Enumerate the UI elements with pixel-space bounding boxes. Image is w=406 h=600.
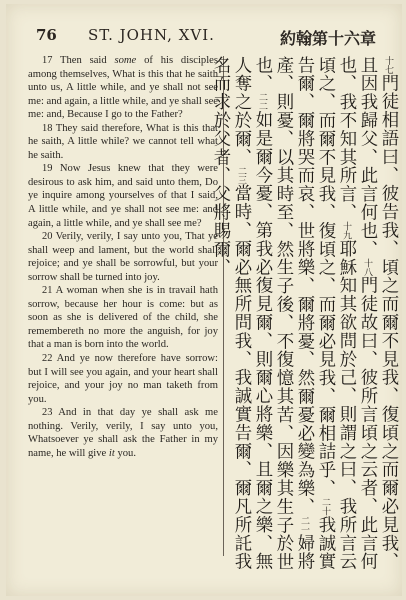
verse-number: 22 xyxy=(42,353,53,365)
english-verse-23 xyxy=(28,406,218,460)
chinese-verse-number: 十七 xyxy=(383,56,393,74)
verse-number: 23 xyxy=(42,407,53,419)
verse-number: 18 xyxy=(42,122,53,134)
english-verse-20 xyxy=(28,230,218,284)
verse-italic-word: it xyxy=(108,447,115,459)
running-title: ST. JOHN, XVI. xyxy=(88,26,215,44)
verse-text: They said therefore, What is this that he saith, A little while? we cannot tell what he saith. xyxy=(28,122,218,161)
verse-number: 21 xyxy=(42,285,53,297)
chinese-verse-text: 門徒相語曰、彼告我、頃之而爾不見我、復頃之而爾必見我、且因我歸父、此言何也、 xyxy=(357,56,398,571)
page-number: 76 xyxy=(36,26,57,44)
verse-text: And in that day ye shall ask me nothing. Verily, verily, I say unto you, Whatsoever ye shall ask the Father in my name, he will give xyxy=(28,407,218,459)
chinese-text xyxy=(209,56,398,576)
chinese-text-column xyxy=(210,56,398,576)
chinese-verse-number: 二一 xyxy=(299,516,309,534)
chinese-verse-number: 二二 xyxy=(257,92,267,111)
verse-text: you. xyxy=(114,447,136,459)
verse-text: of his disciples among themselves, What is this that he saith unto us, A little while, and ye shall not see me: and again, a little while, and ye shall see me: and, Because I go to the Father? xyxy=(28,55,218,121)
chinese-verse-number: 十八 xyxy=(362,258,372,277)
english-verse-22 xyxy=(28,352,218,406)
chinese-verse-number: 二三 xyxy=(236,166,246,185)
chinese-verse-text: 當時、爾必無所問我、我誠實告爾、爾凡所託我名而求於父者、父將賜爾、 xyxy=(210,56,251,571)
chinese-verse-text: 婦將產、則憂、以其時至、然生子後、不復憶其苦、因樂其生子於世也、 xyxy=(252,56,314,572)
running-title-chinese: 約翰第十六章 xyxy=(279,29,376,48)
english-verse-21 xyxy=(28,284,218,352)
english-verse-19 xyxy=(28,162,218,230)
verse-number: 19 xyxy=(42,163,53,175)
verse-text: Then said xyxy=(60,55,115,66)
verse-number: 20 xyxy=(42,231,53,243)
verse-text: And ye now therefore have sorrow: but I will see you again, and your heart shall rejoice, and your joy no man taketh from you. xyxy=(28,353,218,405)
chinese-verse-number: 十九 xyxy=(341,221,351,240)
verse-text: Now Jesus knew that they were desirous to ask him, and said unto them, Do ye inquire among yourselves of that I said, A little while, and ye shall not see me: and again, a little while, and ye shall see me? xyxy=(28,163,218,229)
chinese-verse-text: 耶穌知其欲問於己、則謂之曰、我所言云頃之、而爾不見我、復頃之、而爾必見我、爾相詰乎、 xyxy=(315,56,356,571)
english-text-column xyxy=(28,54,218,564)
english-verse-17 xyxy=(28,54,218,122)
chinese-verse-text: 如是爾今憂、第我必復見爾、則爾心將樂、且爾之樂、無人奪之於爾、 xyxy=(231,56,272,571)
verse-text: Verily, verily, I say unto you, That ye shall weep and lament, but the world shall rejoice; and ye shall be sorrowful, but your sorrow shall be turned into joy. xyxy=(28,231,218,283)
page-header xyxy=(20,26,392,50)
chinese-verse-text: 門徒故曰、彼所言頃之云者、此言何也、我不知其所言、 xyxy=(336,56,377,571)
english-verse-18 xyxy=(28,122,218,163)
chinese-verse-number: 二十 xyxy=(320,497,330,516)
chinese-verse-text: 我誠實告爾、爾將哭而哀、世將樂、爾將憂、然爾憂必變為樂、 xyxy=(294,56,335,571)
book-page xyxy=(6,4,402,596)
verse-number: 17 xyxy=(42,55,53,66)
verse-text: A woman when she is in travail hath sorrow, because her hour is come: but as soon as she is delivered of the child, she remembereth no more the anguish, for joy that a man is born into the world. xyxy=(28,285,218,351)
verse-italic-word: some xyxy=(114,55,137,66)
